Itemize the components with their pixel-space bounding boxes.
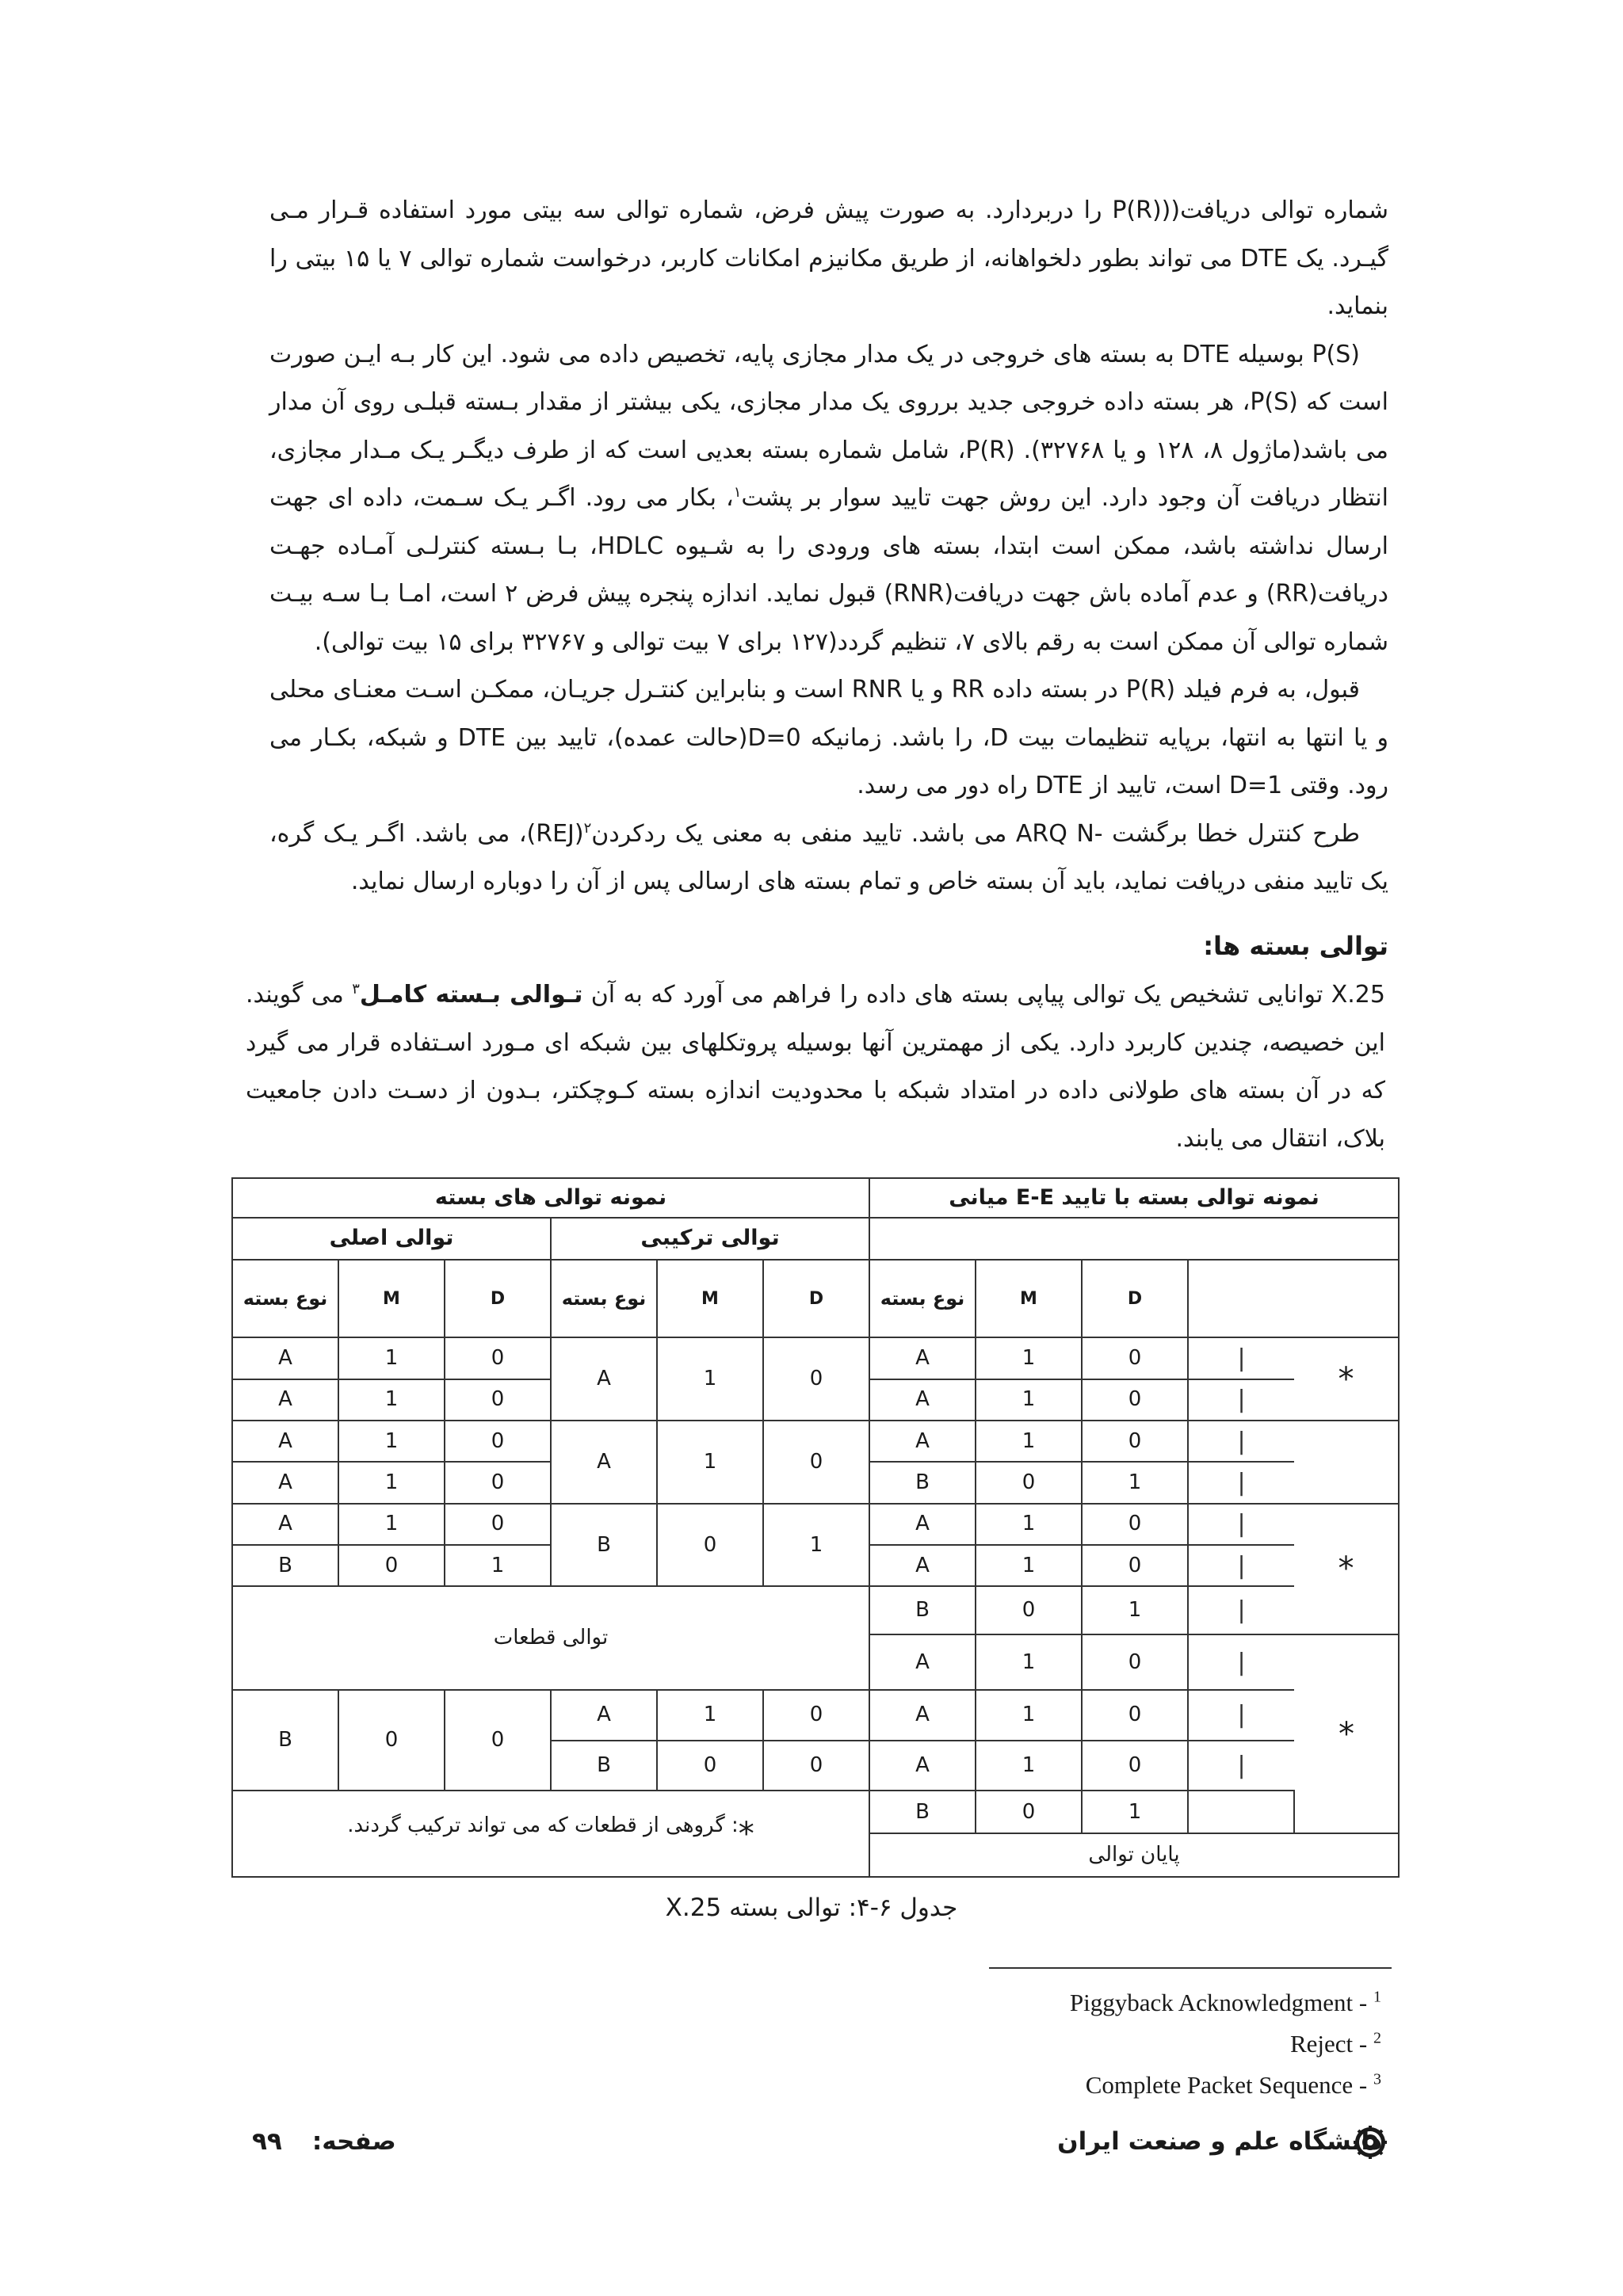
cell: 0 bbox=[1082, 1690, 1188, 1740]
bracket-mark: | bbox=[1188, 1741, 1294, 1791]
cell: 0 bbox=[763, 1337, 869, 1421]
cell: 0 bbox=[1082, 1504, 1188, 1545]
cell: 0 bbox=[657, 1741, 763, 1791]
cell: 1 bbox=[1082, 1462, 1188, 1503]
paragraph-text: (REJ)، می باشد. اگـر یـک گره، یک تایید منفی دریافت نماید، باید آن بسته خاص و تمام بسته های ارسالی پس از آن را دوباره ارسال نماید. bbox=[269, 819, 1388, 895]
bracket-mark: | bbox=[1188, 1462, 1294, 1503]
paragraph bbox=[269, 331, 1388, 667]
cell: A bbox=[232, 1337, 338, 1379]
cell: 1 bbox=[976, 1741, 1082, 1791]
cell: 1 bbox=[1082, 1586, 1188, 1634]
cell: 0 bbox=[976, 1791, 1082, 1833]
bracket-mark: | bbox=[1188, 1545, 1294, 1586]
cell: 1 bbox=[976, 1690, 1082, 1740]
col-header-packet-type: نوع بسته bbox=[551, 1260, 657, 1338]
col-header-packet-type: نوع بسته bbox=[232, 1260, 338, 1338]
cell: A bbox=[869, 1379, 976, 1421]
cell: 1 bbox=[445, 1545, 551, 1586]
empty-cell bbox=[869, 1218, 1399, 1259]
col-header-m: M bbox=[657, 1260, 763, 1338]
cell: 0 bbox=[445, 1462, 551, 1503]
paragraph bbox=[269, 810, 1388, 906]
bracket-mark: | bbox=[1188, 1586, 1294, 1634]
table-caption: جدول ۶-۴: توالی بسته X.25 bbox=[665, 1894, 958, 1922]
cell: 0 bbox=[976, 1586, 1082, 1634]
cell: 1 bbox=[1082, 1791, 1188, 1833]
cell: 0 bbox=[445, 1690, 551, 1791]
col-header-packet-type: نوع بسته bbox=[869, 1260, 976, 1338]
paragraph-text: P(S) بوسیله DTE به بسته های خروجی در یک مدار مجازی پایه، تخصیص داده می شود. این کار بـه ایـن صورت است که P(S)، هر بسته داده خروجی جدید برروی یک مدار مجازی، یکی بیشتر از مقدار بـسته قبلـی روی آن مدار می باشد(ماژول ۸، ۱۲۸ و یا ۳۲۷۶۸). P(R)، شامل شماره بسته بعدیی است که از طرف دیگـر یـک مـدار مجازی، انتظار دریافت آن وجود دارد. این روش جهت تایید سوار بر پشت bbox=[269, 340, 1389, 512]
cell: A bbox=[869, 1690, 976, 1740]
header-ee-sequence: نمونه توالی بسته با تایید E-E میانی bbox=[869, 1178, 1399, 1218]
cell: 1 bbox=[657, 1690, 763, 1740]
bracket-mark: | bbox=[1188, 1337, 1294, 1379]
cell: 0 bbox=[1082, 1337, 1188, 1379]
cell: 0 bbox=[1082, 1634, 1188, 1690]
bracket-mark: | bbox=[1188, 1634, 1294, 1690]
bracket-mark: | bbox=[1188, 1421, 1294, 1462]
cell: B bbox=[232, 1690, 338, 1791]
subheader-combined-sequence: توالی ترکیبی bbox=[551, 1218, 869, 1259]
footer-university: دانشگاه علم و صنعت ایران bbox=[1057, 2127, 1382, 2156]
cell: 0 bbox=[338, 1545, 445, 1586]
col-header-d: D bbox=[445, 1260, 551, 1338]
cell: 1 bbox=[338, 1421, 445, 1462]
group-star: * bbox=[1294, 1337, 1399, 1421]
body-text bbox=[269, 187, 1388, 906]
end-of-sequence-label: پایان توالی bbox=[869, 1833, 1399, 1877]
group-star: * bbox=[1294, 1504, 1399, 1634]
section-heading: توالی بسته ها: bbox=[1203, 931, 1388, 961]
cell: 0 bbox=[763, 1741, 869, 1791]
col-header-m: M bbox=[338, 1260, 445, 1338]
col-header-m: M bbox=[976, 1260, 1082, 1338]
footnote-ref: ۲ bbox=[583, 819, 592, 837]
note-asterisk: * bbox=[738, 1815, 754, 1852]
cell: A bbox=[869, 1545, 976, 1586]
paragraph-text: می گویند. این خصیصه، چندین کاربرد دارد. یکی از مهمترین آنها بوسیله پروتکلهای بین شبکه ای مـورد اسـتفاده قرار می گیرد که در آن بسته های طولانی داده در امتداد شبکه با محدودیت اندازه بسته کـوچکتر، بـدون از دسـت دادن جامعیت بلاک، انتقال می یابند. bbox=[246, 981, 1385, 1153]
footnote-text: Piggyback Acknowledgment - bbox=[1069, 1989, 1373, 2016]
footnote-divider bbox=[989, 1967, 1392, 1969]
header-packet-sequences: نمونه توالی های بسته bbox=[232, 1178, 869, 1218]
cell: B bbox=[869, 1791, 976, 1833]
cell: A bbox=[869, 1634, 976, 1690]
col-header-d: D bbox=[1082, 1260, 1188, 1338]
cell: 1 bbox=[338, 1462, 445, 1503]
cell: A bbox=[869, 1504, 976, 1545]
footer-page bbox=[252, 2127, 396, 2156]
cell: A bbox=[551, 1337, 657, 1421]
cell: 0 bbox=[763, 1690, 869, 1740]
bracket-mark: | bbox=[1188, 1379, 1294, 1421]
footnote-1 bbox=[1070, 1989, 1381, 2017]
cell: B bbox=[869, 1586, 976, 1634]
bracket-mark: | bbox=[1188, 1504, 1294, 1545]
cell: A bbox=[232, 1379, 338, 1421]
cell: 0 bbox=[1082, 1421, 1188, 1462]
cell: 0 bbox=[445, 1421, 551, 1462]
cell: A bbox=[869, 1741, 976, 1791]
group-star: * bbox=[1294, 1634, 1399, 1834]
paragraph-text: طرح کنترل خطا برگشت -ARQ N می باشد. تایید منفی به معنی یک ردکردن bbox=[591, 819, 1360, 848]
cell: B bbox=[869, 1462, 976, 1503]
footnote-3 bbox=[1086, 2071, 1381, 2100]
cell: 1 bbox=[657, 1421, 763, 1504]
packet-sequence-table bbox=[231, 1177, 1400, 1878]
cell: 0 bbox=[976, 1462, 1082, 1503]
cell: A bbox=[551, 1421, 657, 1504]
cell: 0 bbox=[445, 1504, 551, 1545]
x25-paragraph bbox=[246, 971, 1385, 1163]
cell: 1 bbox=[976, 1337, 1082, 1379]
footnote-number: 2 bbox=[1373, 2029, 1381, 2047]
cell: A bbox=[232, 1421, 338, 1462]
subheader-main-sequence: توالی اصلی bbox=[232, 1218, 551, 1259]
cell: 0 bbox=[445, 1337, 551, 1379]
cell: 1 bbox=[338, 1379, 445, 1421]
cell: A bbox=[232, 1504, 338, 1545]
footnote-text: Reject - bbox=[1289, 2030, 1373, 2058]
cell: B bbox=[551, 1741, 657, 1791]
note-text: : گروهی از قطعات که می تواند ترکیب گردند. bbox=[347, 1813, 739, 1837]
cell: A bbox=[551, 1690, 657, 1740]
segments-label: توالی قطعات bbox=[232, 1586, 869, 1690]
cell: A bbox=[869, 1337, 976, 1379]
cell: 1 bbox=[338, 1337, 445, 1379]
cell: 0 bbox=[338, 1690, 445, 1791]
table-note bbox=[232, 1791, 869, 1877]
page-label: صفحه: bbox=[311, 2127, 396, 2156]
cell: A bbox=[869, 1421, 976, 1462]
page-number: ۹۹ bbox=[252, 2127, 282, 2156]
cell: 1 bbox=[657, 1337, 763, 1421]
cell: B bbox=[232, 1545, 338, 1586]
col-header-d: D bbox=[763, 1260, 869, 1338]
paragraph: شماره توالی دریافت((P(R) را دربردارد. به صورت پیش فرض، شماره توالی سه بیتی مورد استفاده قـرار مـی گیـرد. یک DTE می تواند بطور دلخواهانه، از طریق مکانیزم امکانات کاربر، درخواست شماره توالی ۷ یا ۱۵ بیتی را بنماید. bbox=[269, 196, 1388, 320]
footnote-number: 3 bbox=[1373, 2070, 1381, 2088]
cell: 1 bbox=[976, 1421, 1082, 1462]
cell: 1 bbox=[763, 1504, 869, 1587]
cell: 1 bbox=[976, 1504, 1082, 1545]
cell: 0 bbox=[763, 1421, 869, 1504]
paragraph-text: ، بکار می رود. اگـر یـک سـمت، داده ای جهت ارسال نداشته باشد، ممکن است ابتدا، بسته های ورودی را به شـیوه HDLC، بـا بـسته کنترلـی آمـاده جهـت دریافت(RR) و عدم آماده باش جهت دریافت(RNR) قبول نماید. اندازه پنجره پیش فرض ۲ است، امـا بـا سـه بیـت شماره توالی آن ممکن است به رقم بالای ۷، تنظیم گردد(۱۲۷ برای ۷ بیت توالی و ۳۲۷۶۷ برای ۱۵ بیت توالی). bbox=[269, 484, 1388, 656]
empty-cell bbox=[1188, 1260, 1399, 1338]
empty-cell bbox=[1188, 1791, 1294, 1833]
cell: 1 bbox=[338, 1504, 445, 1545]
cell: 0 bbox=[1082, 1379, 1188, 1421]
cell: 0 bbox=[1082, 1741, 1188, 1791]
footnote-ref: ۱ bbox=[733, 484, 742, 501]
cell: B bbox=[551, 1504, 657, 1587]
footnote-2 bbox=[1290, 2030, 1381, 2058]
footnote-text: Complete Packet Sequence - bbox=[1085, 2071, 1373, 2099]
empty-cell bbox=[1294, 1421, 1399, 1504]
paragraph-text: X.25 توانایی تشخیص یک توالی پیاپی بسته های داده را فراهم می آورد که به آن bbox=[582, 981, 1385, 1009]
cell: 1 bbox=[976, 1545, 1082, 1586]
cell: 1 bbox=[976, 1379, 1082, 1421]
bracket-mark: | bbox=[1188, 1690, 1294, 1740]
defined-term: تـوالی بـسته کامـل bbox=[359, 981, 583, 1009]
cell: A bbox=[232, 1462, 338, 1503]
cell: 0 bbox=[1082, 1545, 1188, 1586]
cell: 1 bbox=[976, 1634, 1082, 1690]
footnote-number: 1 bbox=[1373, 1988, 1381, 2006]
paragraph: قبول، به فرم فیلد P(R) در بسته داده RR و یا RNR است و بنابراین کنتـرل جریـان، ممکـن اسـت معنـای محلی و یا انتها به انتها، برپایه تنظیمات بیت D، را باشد. زمانیکه D=0(حالت عمده)، تایید بین DTE و شبکه، بکـار می رود. وقتی D=1 است، تایید از DTE راه دور می رسد. bbox=[269, 676, 1389, 799]
cell: 0 bbox=[445, 1379, 551, 1421]
cell: 0 bbox=[657, 1504, 763, 1587]
footnote-ref: ۳ bbox=[352, 981, 360, 997]
